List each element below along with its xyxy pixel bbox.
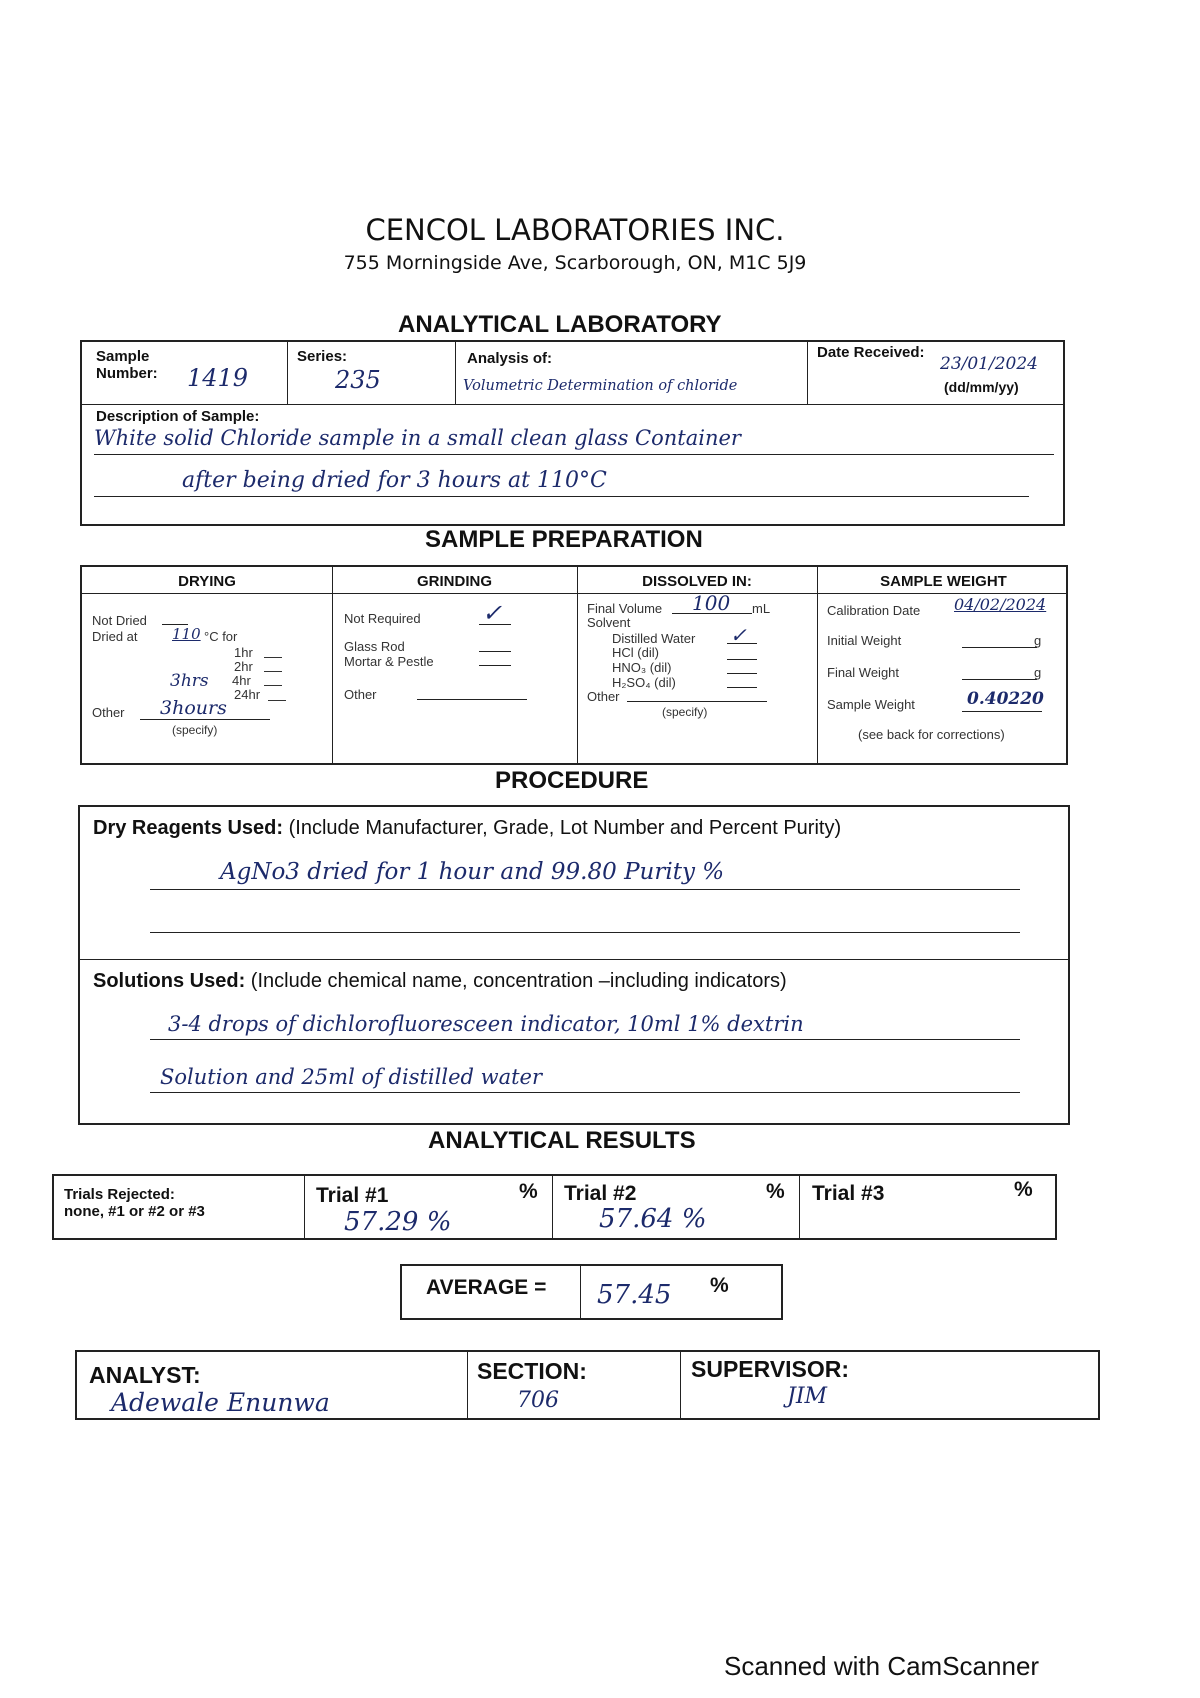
signoff-box	[75, 1350, 1100, 1420]
not-required-label: Not Required	[344, 611, 421, 626]
date-format-hint: (dd/mm/yy)	[944, 379, 1019, 395]
section-title-procedure: PROCEDURE	[495, 767, 649, 794]
trial2-value: 57.64 %	[599, 1204, 707, 1234]
final-volume-label: Final Volume	[587, 601, 663, 616]
trial3-pct: %	[1014, 1178, 1033, 1201]
average-box	[400, 1264, 783, 1320]
camscanner-watermark: Scanned with CamScanner	[724, 1651, 1040, 1681]
drying-specify: (specify)	[172, 723, 218, 737]
calibration-date-value: 04/02/2024	[954, 595, 1047, 614]
supervisor-value: JIM	[787, 1384, 828, 1409]
trial3-label: Trial #3	[812, 1182, 885, 1205]
trial2-pct: %	[766, 1180, 785, 1203]
description-line-1: White solid Chloride sample in a small clean glass Container	[94, 426, 741, 450]
solutions-heading	[93, 970, 787, 993]
hno3-label: HNO₃ (dil)	[612, 660, 672, 675]
average-pct: %	[710, 1274, 729, 1297]
dry-reagents-line-1: AgNo3 dried for 1 hour and 99.80 Purity %	[220, 859, 725, 885]
drying-hours-mark: 3hrs	[170, 671, 209, 691]
drying-other-value: 3hours	[160, 697, 227, 719]
drying-temp-unit: °C for	[204, 629, 238, 644]
dry-reagents-label: Dry Reagents Used:	[93, 817, 284, 839]
distilled-water-check: ✓	[730, 623, 747, 647]
supervisor-label: SUPERVISOR:	[691, 1356, 850, 1382]
solvent-label: Solvent	[587, 615, 631, 630]
section-title-sample-prep: SAMPLE PREPARATION	[425, 526, 703, 553]
average-value: 57.45	[597, 1280, 672, 1310]
section-value: 706	[517, 1388, 559, 1413]
drying-other-label: Other	[92, 705, 125, 720]
company-name: CENCOL LABORATORIES INC.	[365, 213, 785, 247]
final-volume-unit: mL	[752, 601, 771, 616]
sample-number-value: 1419	[187, 364, 249, 392]
drying-2hr: 2hr	[234, 659, 253, 674]
dry-reagents-hint: (Include Manufacturer, Grade, Lot Number and Percent Purity)	[288, 817, 842, 839]
distilled-water-label: Distilled Water	[612, 631, 696, 646]
trial1-label: Trial #1	[316, 1184, 389, 1207]
sample-weight-value: 0.40220	[967, 689, 1044, 709]
solutions-label: Solutions Used:	[93, 970, 246, 992]
description-label: Description of Sample:	[96, 408, 260, 425]
date-received-value: 23/01/2024	[940, 354, 1038, 374]
procedure-box	[78, 805, 1070, 1125]
sample-info-box	[80, 340, 1065, 526]
dissolved-specify: (specify)	[662, 705, 708, 719]
average-label: AVERAGE =	[426, 1276, 547, 1299]
trial1-pct: %	[519, 1180, 538, 1203]
solutions-line-2: Solution and 25ml of distilled water	[160, 1065, 543, 1089]
trial1-value: 57.29 %	[344, 1207, 452, 1237]
series-label: Series:	[297, 348, 348, 365]
section-label: SECTION:	[477, 1358, 587, 1384]
sample-number-label: Sample Number:	[96, 348, 158, 382]
trials-box	[52, 1174, 1057, 1240]
analyst-label: ANALYST:	[89, 1362, 201, 1388]
see-back-note: (see back for corrections)	[858, 727, 1005, 742]
drying-24hr: 24hr	[234, 687, 261, 702]
initial-weight-unit: g	[1034, 633, 1042, 648]
analysis-value: Volumetric Determination of chloride	[463, 378, 738, 394]
trial2-label: Trial #2	[564, 1182, 637, 1205]
glass-rod-label: Glass Rod	[344, 639, 405, 654]
sample-prep-box	[80, 565, 1068, 765]
dry-reagents-heading	[93, 817, 841, 840]
mortar-pestle-label: Mortar & Pestle	[344, 654, 434, 669]
not-dried-label: Not Dried	[92, 613, 147, 628]
dissolved-other-label: Other	[587, 689, 620, 704]
calibration-date-label: Calibration Date	[827, 603, 921, 618]
trials-rejected-label: Trials Rejected: none, #1 or #2 or #3	[64, 1186, 205, 1220]
solutions-line-1: 3-4 drops of dichlorofluoresceen indicator, 10ml 1% dextrin	[168, 1012, 804, 1036]
weight-header: SAMPLE WEIGHT	[880, 573, 1007, 590]
grinding-other-label: Other	[344, 687, 377, 702]
hcl-label: HCl (dil)	[612, 645, 659, 660]
description-line-2: after being dried for 3 hours at 110°C	[182, 468, 607, 493]
drying-4hr: 4hr	[232, 673, 251, 688]
dried-at-label: Dried at	[92, 629, 138, 644]
date-received-label: Date Received:	[817, 344, 925, 361]
sample-weight-label: Sample Weight	[827, 697, 915, 712]
company-address: 755 Morningside Ave, Scarborough, ON, M1C 5J9	[343, 252, 807, 274]
section-title-results: ANALYTICAL RESULTS	[428, 1127, 696, 1154]
analyst-value: Adewale Enunwa	[111, 1388, 330, 1417]
initial-weight-label: Initial Weight	[827, 633, 902, 648]
final-volume-value: 100	[692, 591, 731, 615]
solutions-hint: (Include chemical name, concentration –including indicators)	[250, 970, 787, 992]
final-weight-label: Final Weight	[827, 665, 900, 680]
drying-1hr: 1hr	[234, 645, 253, 660]
series-value: 235	[335, 366, 381, 394]
section-title-analytical-lab: ANALYTICAL LABORATORY	[398, 311, 722, 338]
not-required-check: ✓	[482, 599, 503, 627]
drying-header: DRYING	[178, 573, 236, 590]
dissolved-header: DISSOLVED IN:	[642, 573, 752, 590]
h2so4-label: H₂SO₄ (dil)	[612, 675, 676, 690]
final-weight-unit: g	[1034, 665, 1042, 680]
analysis-label: Analysis of:	[467, 350, 553, 367]
drying-temp-value: 110	[172, 625, 201, 643]
grinding-header: GRINDING	[417, 573, 492, 590]
